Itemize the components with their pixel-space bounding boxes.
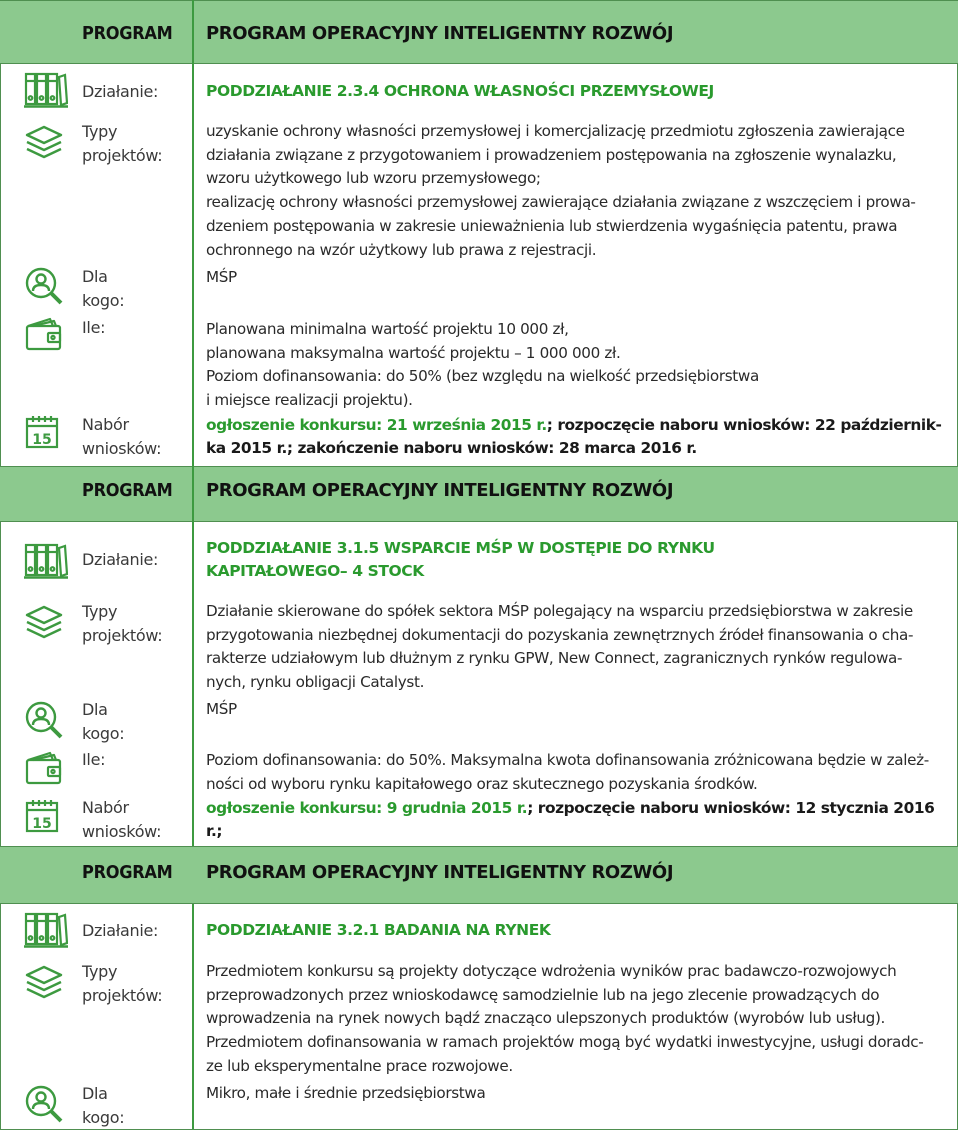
calendar-icon xyxy=(24,414,60,450)
svg-text:15: 15 xyxy=(32,816,52,832)
program-label: PROGRAM xyxy=(82,23,173,44)
action-title: PODDZIAŁANIE 3.2.1 BADANIA NA RYNEK xyxy=(206,921,551,939)
action-label: Działanie: xyxy=(82,921,159,940)
program-label: PROGRAM xyxy=(82,480,173,501)
calendar-icon xyxy=(24,798,60,834)
for-whom-text: Mikro, małe i średnie przedsiębiorstwa xyxy=(206,1084,486,1102)
for-whom-label: Dla kogo: xyxy=(82,267,125,310)
project-types-text: Działanie skierowane do spółek sektora MŚP polegający na wsparciu przedsiębiorstwa w zakresie przygotowania niezbędnej dokumentacji do pozyskania zewnętrznych źródeł finansowania o cha- rakterze udziałowym lub dłużnym z rynku GPW, New Connect, zagranicznych rynków regulowa- nych, rynku obligacji Catalyst. xyxy=(206,602,914,692)
person-search-icon xyxy=(24,700,64,740)
project-types-label: Typy projektów: xyxy=(82,962,163,1005)
amount-label: Ile: xyxy=(82,318,106,337)
layers-icon xyxy=(24,124,64,160)
person-search-icon xyxy=(24,1084,64,1124)
layers-icon xyxy=(24,964,64,1000)
application-dates: ogłoszenie konkursu: 21 września 2015 r.; rozpoczęcie naboru wniosków: 22 październik- ka 2015 r.; zakończenie naboru wniosków: 28 marca 2016 r. xyxy=(206,416,942,457)
wallet-icon xyxy=(24,316,64,352)
program-name: PROGRAM OPERACYJNY INTELIGENTNY ROZWÓJ xyxy=(206,23,674,44)
action-label: Działanie: xyxy=(82,550,159,569)
project-types-text: uzyskanie ochrony własności przemysłowej i komercjalizację przedmiotu zgłoszenia zawierające działania związane z przygotowaniem i prowadzeniem postępowania na zgłoszenie wynalazku, wzoru użytkowego lub wzoru przemysłowego; realizację ochrony własności przemysłowej zawierające działania związane z wszczęciem i prowa- dzeniem postępowania w zakresie unieważnienia lub stwierdzenia wygaśnięcia patentu, prawa ochronnego na wzór użytkowy lub prawa z rejestracji. xyxy=(206,122,916,259)
binders-icon xyxy=(24,912,68,948)
program-label: PROGRAM xyxy=(82,862,173,883)
program-name: PROGRAM OPERACYJNY INTELIGENTNY ROZWÓJ xyxy=(206,862,674,883)
amount-text: Poziom dofinansowania: do 50%. Maksymalna kwota dofinansowania zróżnicowana będzie w zależ- ności od wyboru rynku kapitałowego oraz skutecznego pozyskania środków. xyxy=(206,751,929,793)
band-divider xyxy=(192,0,194,62)
program-band xyxy=(0,846,958,904)
project-types-label: Typy projektów: xyxy=(82,122,163,165)
program-name: PROGRAM OPERACYJNY INTELIGENTNY ROZWÓJ xyxy=(206,480,674,501)
for-whom-text: MŚP xyxy=(206,268,237,286)
for-whom-label: Dla kogo: xyxy=(82,700,125,743)
project-types-label: Typy projektów: xyxy=(82,602,163,645)
project-types-text: Przedmiotem konkursu są projekty dotyczące wdrożenia wyników prac badawczo-rozwojowych przeprowadzonych przez wnioskodawcę samodzielnie lub na jego zlecenie prowadzących do wprowadzenia na rynek nowych bądź znacząco ulepszonych produktów (wyrobów lub usług). Przedmiotem dofinansowania w ramach projektów mogą być wydatki inwestycyjne, usługi doradc- ze lub eksperymentalne prace rozwojowe. xyxy=(206,962,924,1075)
action-label: Działanie: xyxy=(82,82,159,101)
bottom-border xyxy=(0,1129,958,1130)
layers-icon xyxy=(24,604,64,640)
person-search-icon xyxy=(24,266,64,306)
binders-icon xyxy=(24,543,68,579)
application-label: Nabór wniosków: xyxy=(82,798,162,841)
wallet-icon xyxy=(24,750,64,786)
amount-label: Ile: xyxy=(82,750,106,769)
svg-text:15: 15 xyxy=(32,432,52,448)
amount-text: Planowana minimalna wartość projektu 10 000 zł, planowana maksymalna wartość projektu – 1 000 000 zł. Poziom dofinansowania: do 50% (bez względu na wielkość przedsiębiorstwa i miejsce realizacji projektu). xyxy=(206,320,759,410)
application-dates: ogłoszenie konkursu: 9 grudnia 2015 r.; rozpoczęcie naboru wniosków: 12 stycznia 2016 r.; xyxy=(206,799,935,840)
program-band xyxy=(0,0,958,64)
for-whom-text: MŚP xyxy=(206,700,237,718)
for-whom-label: Dla kogo: xyxy=(82,1084,125,1127)
action-title: PODDZIAŁANIE 3.1.5 WSPARCIE MŚP W DOSTĘPIE DO RYNKU KAPITAŁOWEGO– 4 STOCK xyxy=(206,539,715,580)
column-divider xyxy=(192,62,194,1130)
action-title: PODDZIAŁANIE 2.3.4 OCHRONA WŁASNOŚCI PRZEMYSŁOWEJ xyxy=(206,82,714,100)
application-label: Nabór wniosków: xyxy=(82,415,162,458)
binders-icon xyxy=(24,72,68,108)
program-band xyxy=(0,466,958,522)
